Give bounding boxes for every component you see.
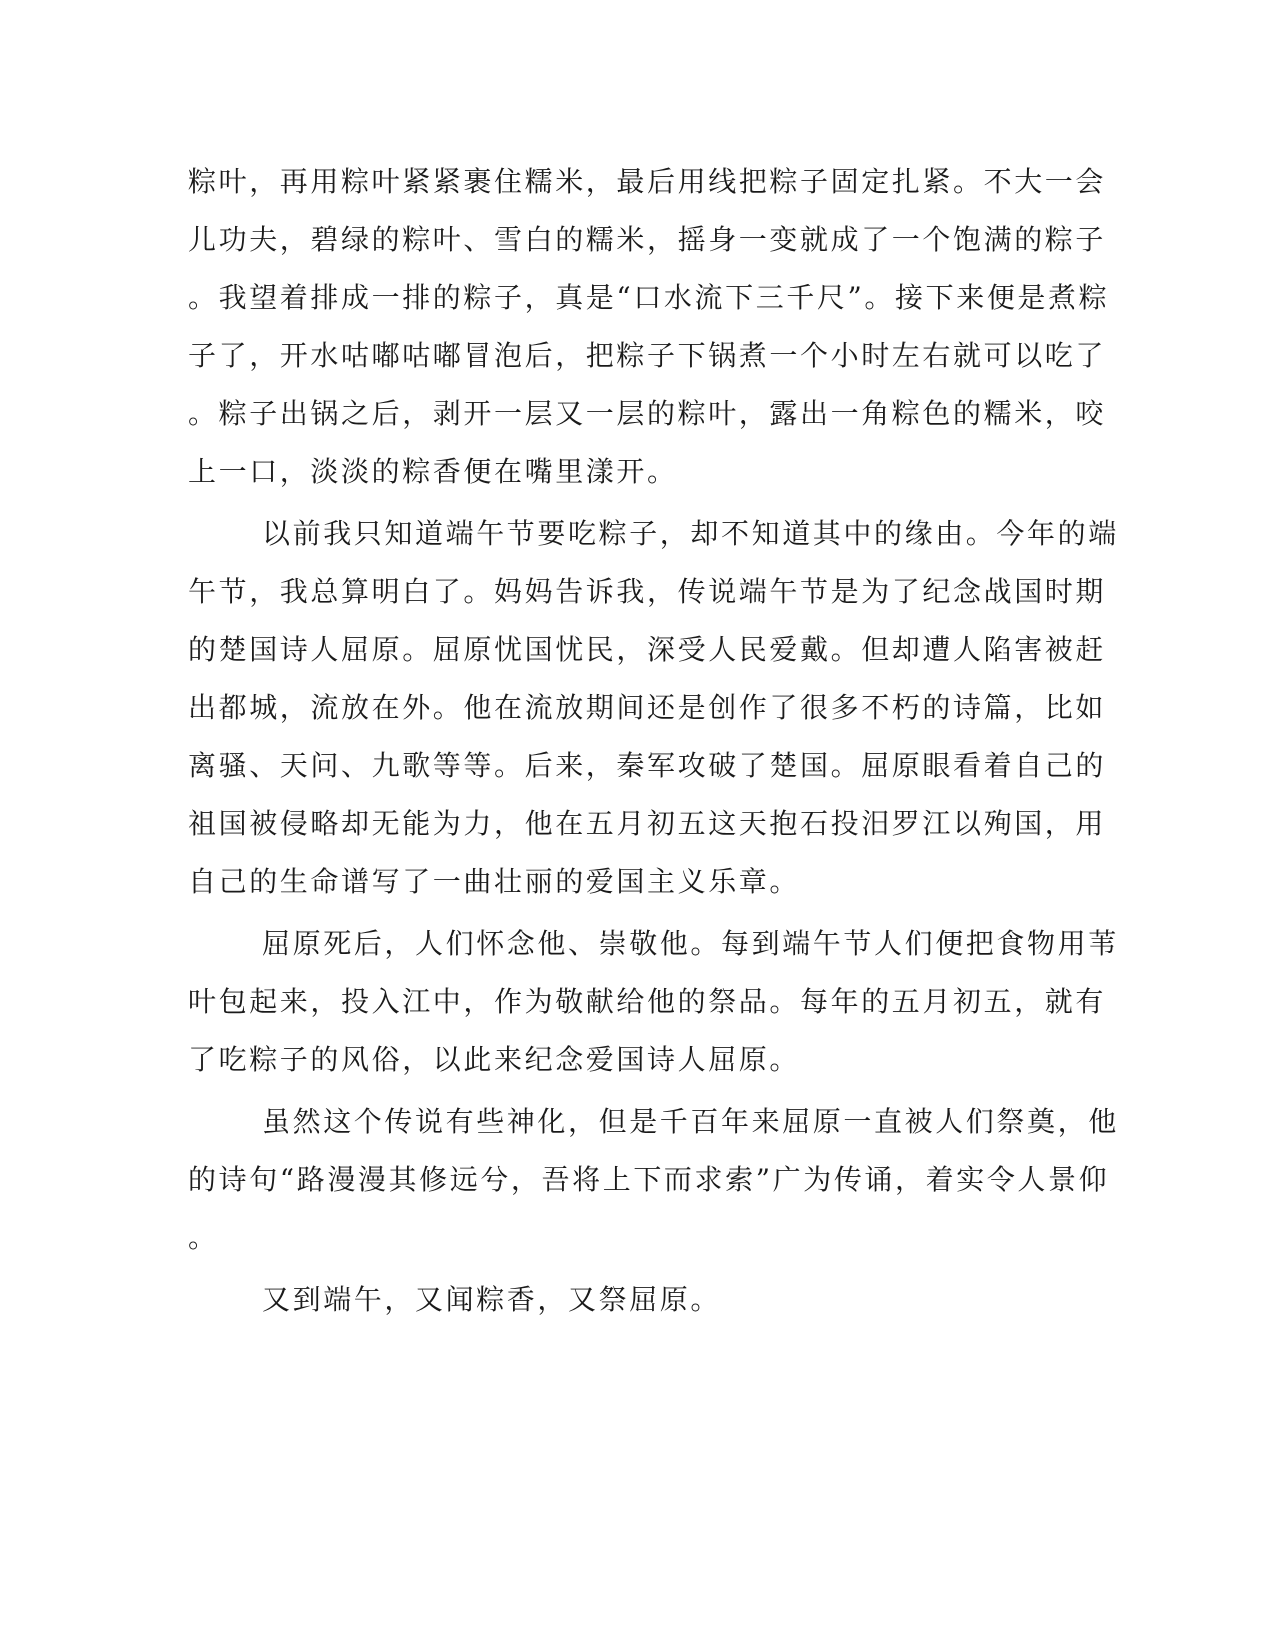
text-line: 。我望着排成一排的粽子，真是“口水流下三千尺”。接下来便是煮粽 <box>188 281 1110 314</box>
paragraph-first-line: 以前我只知道端午节要吃粽子，却不知道其中的缘由。今年的端 <box>262 517 1119 550</box>
paragraph-first-line: 屈原死后，人们怀念他、崇敬他。每到端午节人们便把食物用苇 <box>262 927 1119 960</box>
paragraph-first-line: 虽然这个传说有些神化，但是千百年来屈原一直被人们祭奠，他 <box>262 1105 1119 1138</box>
text-line: 自己的生命谱写了一曲壮丽的爱国主义乐章。 <box>188 865 801 898</box>
text-line: 。粽子出锅之后，剥开一层又一层的粽叶，露出一角粽色的糯米，咬 <box>188 397 1107 430</box>
paragraph-first-line: 又到端午，又闻粽香，又祭屈原。 <box>262 1283 722 1316</box>
text-line: 叶包起来，投入江中，作为敬献给他的祭品。每年的五月初五，就有 <box>188 985 1107 1018</box>
text-line: 离骚、天问、九歌等等。后来，秦军攻破了楚国。屈原眼看着自己的 <box>188 749 1107 782</box>
text-line: 出都城，流放在外。他在流放期间还是创作了很多不朽的诗篇，比如 <box>188 691 1107 724</box>
text-line: 午节，我总算明白了。妈妈告诉我，传说端午节是为了纪念战国时期 <box>188 575 1107 608</box>
text-line: 的楚国诗人屈原。屈原忧国忧民，深受人民爱戴。但却遭人陷害被赶 <box>188 633 1107 666</box>
text-line: 祖国被侵略却无能为力，他在五月初五这天抱石投汨罗江以殉国，用 <box>188 807 1107 840</box>
text-line: 。 <box>188 1221 219 1254</box>
text-line: 粽叶，再用粽叶紧紧裹住糯米，最后用线把粽子固定扎紧。不大一会 <box>188 165 1107 198</box>
text-line: 的诗句“路漫漫其修远兮，吾将上下而求索”广为传诵，着实令人景仰 <box>188 1163 1110 1196</box>
text-line: 了吃粽子的风俗，以此来纪念爱国诗人屈原。 <box>188 1043 801 1076</box>
text-line: 儿功夫，碧绿的粽叶、雪白的糯米，摇身一变就成了一个饱满的粽子 <box>188 223 1107 256</box>
text-line: 子了，开水咕嘟咕嘟冒泡后，把粽子下锅煮一个小时左右就可以吃了 <box>188 339 1107 372</box>
text-line: 上一口，淡淡的粽香便在嘴里漾开。 <box>188 455 678 488</box>
